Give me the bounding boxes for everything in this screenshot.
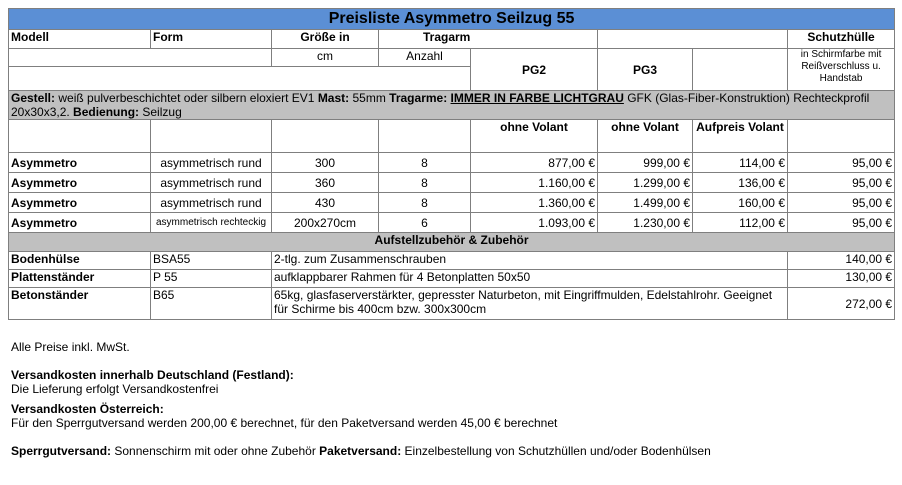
shipping-notes bbox=[11, 340, 891, 458]
unit-groesse: cm bbox=[272, 49, 379, 67]
mast-label: Mast: bbox=[317, 91, 350, 105]
gestell-text: weiß pulverbeschichtet oder silbern eloxiert EV1 bbox=[55, 91, 318, 105]
row-pg3-price: 999,00 € bbox=[598, 153, 693, 173]
tragarme-label: Tragarme: bbox=[389, 91, 448, 105]
row-volant-price: 114,00 € bbox=[693, 153, 788, 173]
row-pg3-price: 1.299,00 € bbox=[598, 173, 693, 193]
accessory-name: Plattenständer bbox=[9, 270, 151, 288]
mast-text: 55mm bbox=[349, 91, 390, 105]
gestell-label: Gestell: bbox=[11, 91, 56, 105]
row-volant-price: 112,00 € bbox=[693, 213, 788, 233]
row-pg3-price: 1.230,00 € bbox=[598, 213, 693, 233]
col-header-modell: Modell bbox=[9, 30, 151, 49]
tragarme-emph: IMMER IN FARBE LICHTGRAU bbox=[450, 91, 624, 105]
col-header-pg2: PG2 bbox=[471, 49, 598, 91]
bedienung-text: Seilzug bbox=[139, 105, 182, 119]
table-row bbox=[9, 153, 895, 173]
col-header-empty bbox=[598, 30, 788, 49]
row-schutz-price: 95,00 € bbox=[788, 153, 895, 173]
row-schutz-price: 95,00 € bbox=[788, 213, 895, 233]
paket-text: Einzelbestellung von Schutzhüllen und/oder Bodenhülsen bbox=[401, 444, 711, 458]
unit-empty bbox=[9, 49, 272, 67]
row-modell: Asymmetro bbox=[9, 173, 151, 193]
price-header-empty-2 bbox=[151, 120, 272, 153]
accessory-price: 130,00 € bbox=[788, 270, 895, 288]
row-form: asymmetrisch rund bbox=[151, 173, 272, 193]
at-shipping-text: Für den Sperrgutversand werden 200,00 € berechnet, für den Paketversand werden 45,00 € berechnet bbox=[11, 416, 558, 430]
row-schutz-price: 95,00 € bbox=[788, 193, 895, 213]
mwst-note: Alle Preise inkl. MwSt. bbox=[11, 340, 130, 354]
accessory-price: 140,00 € bbox=[788, 252, 895, 270]
shipping-types bbox=[11, 444, 891, 458]
row-form: asymmetrisch rechteckig bbox=[151, 213, 272, 233]
page-title: Preisliste Asymmetro Seilzug 55 bbox=[9, 9, 895, 30]
accessory-row bbox=[9, 270, 895, 288]
accessory-name: Betonständer bbox=[9, 288, 151, 320]
row-groesse: 430 bbox=[272, 193, 379, 213]
row-schutz-price: 95,00 € bbox=[788, 173, 895, 193]
price-header-aufpreis: Aufpreis Volant bbox=[693, 120, 788, 153]
row-volant-price: 136,00 € bbox=[693, 173, 788, 193]
col-header-schutzhuelle: Schutzhülle bbox=[788, 30, 895, 49]
row-tragarm: 8 bbox=[379, 153, 471, 173]
col-header-groesse: Größe in bbox=[272, 30, 379, 49]
accessory-row bbox=[9, 252, 895, 270]
row-form: asymmetrisch rund bbox=[151, 193, 272, 213]
row-groesse: 300 bbox=[272, 153, 379, 173]
row-tragarm: 8 bbox=[379, 193, 471, 213]
row-pg2-price: 877,00 € bbox=[471, 153, 598, 173]
row-pg2-price: 1.093,00 € bbox=[471, 213, 598, 233]
specs-row bbox=[9, 91, 895, 120]
price-header-empty-3 bbox=[272, 120, 379, 153]
price-header-pg2: ohne Volant bbox=[471, 120, 598, 153]
accessory-code: B65 bbox=[151, 288, 272, 320]
row-form: asymmetrisch rund bbox=[151, 153, 272, 173]
de-shipping-title: Versandkosten innerhalb Deutschland (Festland): bbox=[11, 368, 294, 382]
tragarme-text: GFK (Glas-Fiber-Konstruktion) Rechteckprofil 20x30x3,2. bbox=[11, 91, 870, 119]
price-header-pg3: ohne Volant bbox=[598, 120, 693, 153]
row-groesse: 360 bbox=[272, 173, 379, 193]
price-header-empty-1 bbox=[9, 120, 151, 153]
bedienung-label: Bedienung: bbox=[73, 105, 140, 119]
sperrgut-text: Sonnenschirm mit oder ohne Zubehör bbox=[111, 444, 320, 458]
accessory-desc: 65kg, glasfaserverstärkter, gepresster Naturbeton, mit Eingriffmulden, Edelstahlrohr. Geeignet für Schirme bis 400cm bzw. 300x300cm bbox=[272, 288, 788, 320]
row-groesse: 200x270cm bbox=[272, 213, 379, 233]
unit-empty-volant bbox=[693, 49, 788, 91]
row-pg2-price: 1.160,00 € bbox=[471, 173, 598, 193]
accessories-title: Aufstellzubehör & Zubehör bbox=[9, 233, 895, 252]
at-shipping-title: Versandkosten Österreich: bbox=[11, 402, 164, 416]
sperrgut-label: Sperrgutversand: bbox=[11, 444, 112, 458]
price-header-empty-4 bbox=[379, 120, 471, 153]
col-header-pg3: PG3 bbox=[598, 49, 693, 91]
row-tragarm: 8 bbox=[379, 173, 471, 193]
paket-label: Paketversand: bbox=[319, 444, 402, 458]
accessory-code: P 55 bbox=[151, 270, 272, 288]
accessory-name: Bodenhülse bbox=[9, 252, 151, 270]
accessory-desc: aufklappbarer Rahmen für 4 Betonplatten 50x50 bbox=[272, 270, 788, 288]
accessory-price: 272,00 € bbox=[788, 288, 895, 320]
accessory-desc: 2-tlg. zum Zusammenschrauben bbox=[272, 252, 788, 270]
price-header-empty-8 bbox=[788, 120, 895, 153]
row-tragarm: 6 bbox=[379, 213, 471, 233]
table-row bbox=[9, 193, 895, 213]
price-table bbox=[8, 8, 895, 320]
accessory-code: BSA55 bbox=[151, 252, 272, 270]
unit-tragarm: Anzahl bbox=[379, 49, 471, 67]
row-pg3-price: 1.499,00 € bbox=[598, 193, 693, 213]
row-modell: Asymmetro bbox=[9, 213, 151, 233]
schutzhuelle-note: in Schirmfarbe mit Reißverschluss u. Handstab bbox=[788, 49, 895, 91]
table-row bbox=[9, 213, 895, 233]
row-volant-price: 160,00 € bbox=[693, 193, 788, 213]
table-row bbox=[9, 173, 895, 193]
row-modell: Asymmetro bbox=[9, 153, 151, 173]
row-modell: Asymmetro bbox=[9, 193, 151, 213]
col-header-tragarm: Tragarm bbox=[379, 30, 598, 49]
accessory-row bbox=[9, 288, 895, 320]
col-header-form: Form bbox=[151, 30, 272, 49]
spacer-row bbox=[9, 67, 471, 91]
de-shipping-text: Die Lieferung erfolgt Versandkostenfrei bbox=[11, 382, 219, 396]
row-pg2-price: 1.360,00 € bbox=[471, 193, 598, 213]
